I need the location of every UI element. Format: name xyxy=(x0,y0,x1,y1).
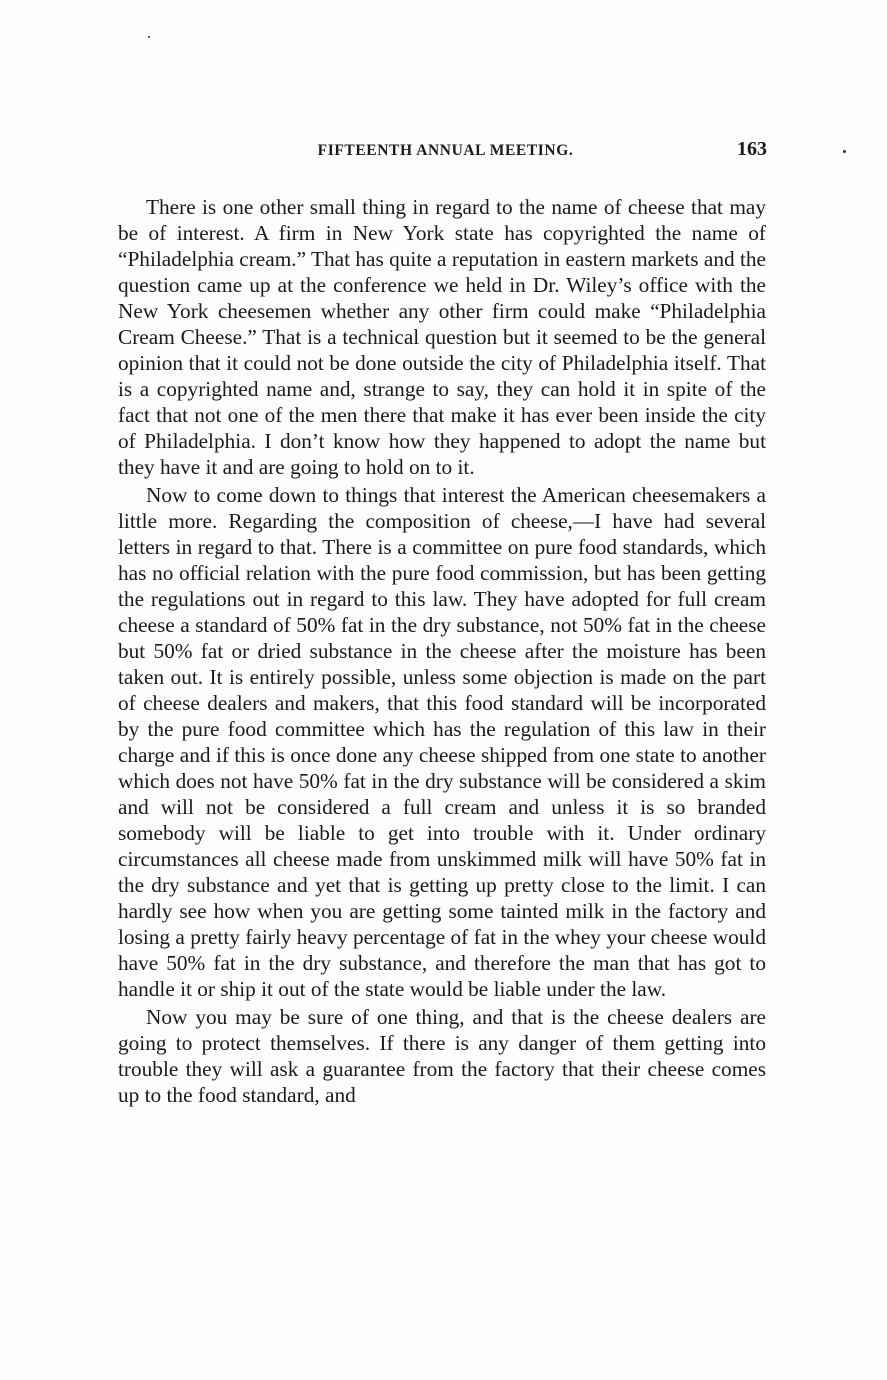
page-number: 163 xyxy=(737,138,767,160)
body-text xyxy=(118,194,766,1108)
scan-speck xyxy=(148,36,150,38)
paragraph: There is one other small thing in regard to the name of cheese that may be of interest. A firm in New York state has copyrighted the name of “Philadelphia cream.” That has quite a reputation in eastern markets and the question came up at the conference we held in Dr. Wiley’s office with the New York cheesemen whether any other firm could make “Philadelphia Cream Cheese.” That is a technical question but it seemed to be the general opinion that it could not be done outside the city of Philadelphia itself. That is a copyrighted name and, strange to say, they can hold it in spite of the fact that not one of the men there that make it has ever been inside the city of Philadelphia. I don’t know how they happened to adopt the name but they have it and are going to hold on to it. xyxy=(118,195,766,479)
paragraph: Now you may be sure of one thing, and that is the cheese dealers are going to protect themselves. If there is any danger of them getting into trouble they will ask a guarantee from the factory that their cheese comes up to the food standard, and xyxy=(118,1005,766,1107)
page-header xyxy=(118,140,773,170)
running-head: FIFTEENTH ANNUAL MEETING. xyxy=(317,142,574,159)
scan-speck xyxy=(843,150,846,153)
paragraph: Now to come down to things that interest the American cheesemakers a little more. Regarding the composition of cheese,—I have had several letters in regard to that. There is a committee on pure food standards, which has no official relation with the pure food commission, but has been getting the regulations out in regard to this law. They have adopted for full cream cheese a standard of 50% fat in the dry substance, not 50% fat in the cheese but 50% fat or dried substance in the cheese after the moisture has been taken out. It is entirely possible, unless some objection is made on the part of cheese dealers and makers, that this food standard will be incorporated by the pure food committee which has the regulation of this law in their charge and if this is once done any cheese shipped from one state to another which does not have 50% fat in the dry substance will be considered a skim and will not be considered a full cream and unless it is so branded somebody will be liable to get into trouble with it. Under ordinary circumstances all cheese made from unskimmed milk will have 50% fat in the dry substance and yet that is getting up pretty close to the limit. I can hardly see how when you are getting some tainted milk in the factory and losing a pretty fairly heavy percentage of fat in the whey your cheese would have 50% fat in the dry substance, and therefore the man that has got to handle it or ship it out of the state would be liable under the law. xyxy=(118,483,766,1001)
